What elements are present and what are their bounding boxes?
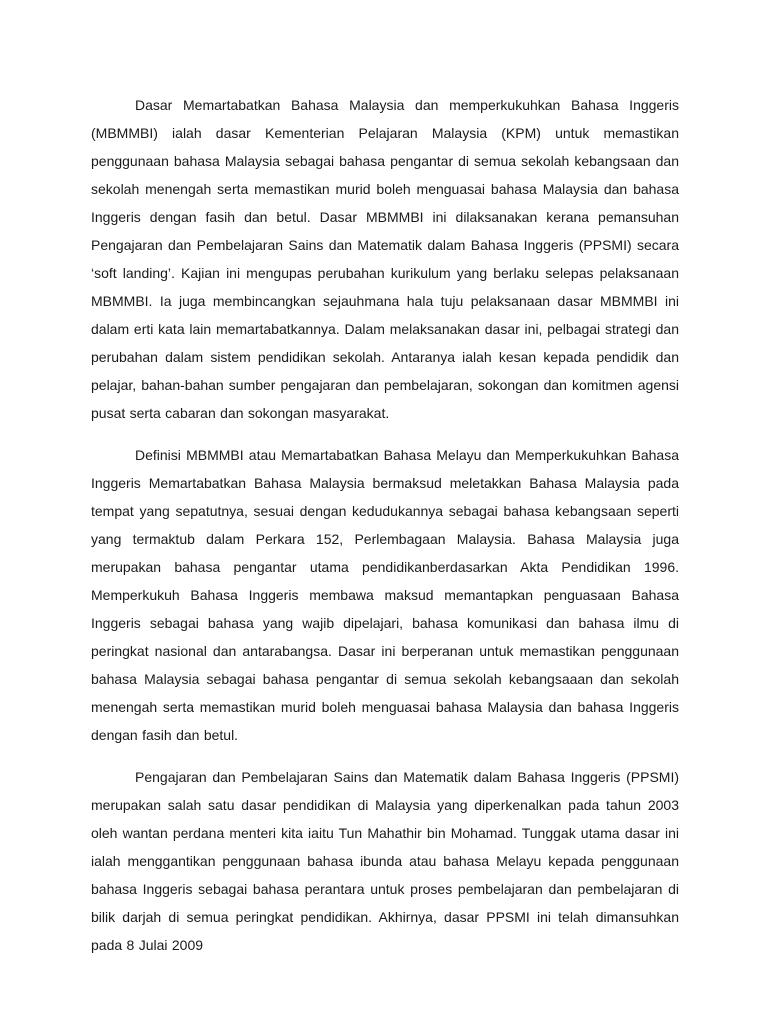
paragraph-mbmmbi-definition: Definisi MBMMBI atau Memartabatkan Bahasa Melayu dan Memperkukuhkan Bahasa Inggeris Memartabatkan Bahasa Malaysia bermaksud meletakkan Bahasa Malaysia pada tempat yang sepatutnya, sesuai dengan kedudukannya sebagai bahasa kebangsaan seperti yang termaktub dalam Perkara 152, Perlembagaan Malaysia. Bahasa Malaysia juga merupakan bahasa pengantar utama pendidikanberdasarkan Akta Pendidikan 1996. Memperkukuh Bahasa Inggeris membawa maksud memantapkan penguasaan Bahasa Inggeris sebagai bahasa yang wajib dipelajari, bahasa komunikasi dan bahasa ilmu di peringkat nasional dan antarabangsa. Dasar ini berperanan untuk memastikan penggunaan bahasa Malaysia sebagai bahasa pengantar di semua sekolah kebangsaaan dan sekolah menengah serta memastikan murid boleh menguasai bahasa Malaysia dan bahasa Inggeris dengan fasih dan betul. — [91, 447, 679, 743]
paragraph-mbmmbi-intro: Dasar Memartabatkan Bahasa Malaysia dan memperkukuhkan Bahasa Inggeris (MBMMBI) ialah dasar Kementerian Pelajaran Malaysia (KPM) untuk memastikan penggunaan bahasa Malaysia sebagai bahasa pengantar di semua sekolah kebangsaan dan sekolah menengah serta memastikan murid boleh menguasai bahasa Malaysia dan bahasa Inggeris dengan fasih dan betul. Dasar MBMMBI ini dilaksanakan kerana pemansuhan Pengajaran dan Pembelajaran Sains dan Matematik dalam Bahasa Inggeris (PPSMI) secara ‘soft landing’. Kajian ini mengupas perubahan kurikulum yang berlaku selepas pelaksanaan MBMMBI. Ia juga membincangkan sejauhmana hala tuju pelaksanaan dasar MBMMBI ini dalam erti kata lain memartabatkannya. Dalam melaksanakan dasar ini, pelbagai strategi dan perubahan dalam sistem pendidikan sekolah. Antaranya ialah kesan kepada pendidik dan pelajar, bahan-bahan sumber pengajaran dan pembelajaran, sokongan dan komitmen agensi pusat serta cabaran dan sokongan masyarakat. — [91, 97, 679, 421]
document-body — [91, 91, 679, 973]
paragraph-ppsmi: Pengajaran dan Pembelajaran Sains dan Matematik dalam Bahasa Inggeris (PPSMI) merupakan salah satu dasar pendidikan di Malaysia yang diperkenalkan pada tahun 2003 oleh wantan perdana menteri kita iaitu Tun Mahathir bin Mohamad. Tunggak utama dasar ini ialah menggantikan penggunaan bahasa ibunda atau bahasa Melayu kepada penggunaan bahasa Inggeris sebagai bahasa perantara untuk proses pembelajaran dan pembelajaran di bilik darjah di semua peringkat pendidikan. Akhirnya, dasar PPSMI ini telah dimansuhkan pada 8 Julai 2009 — [91, 769, 679, 953]
